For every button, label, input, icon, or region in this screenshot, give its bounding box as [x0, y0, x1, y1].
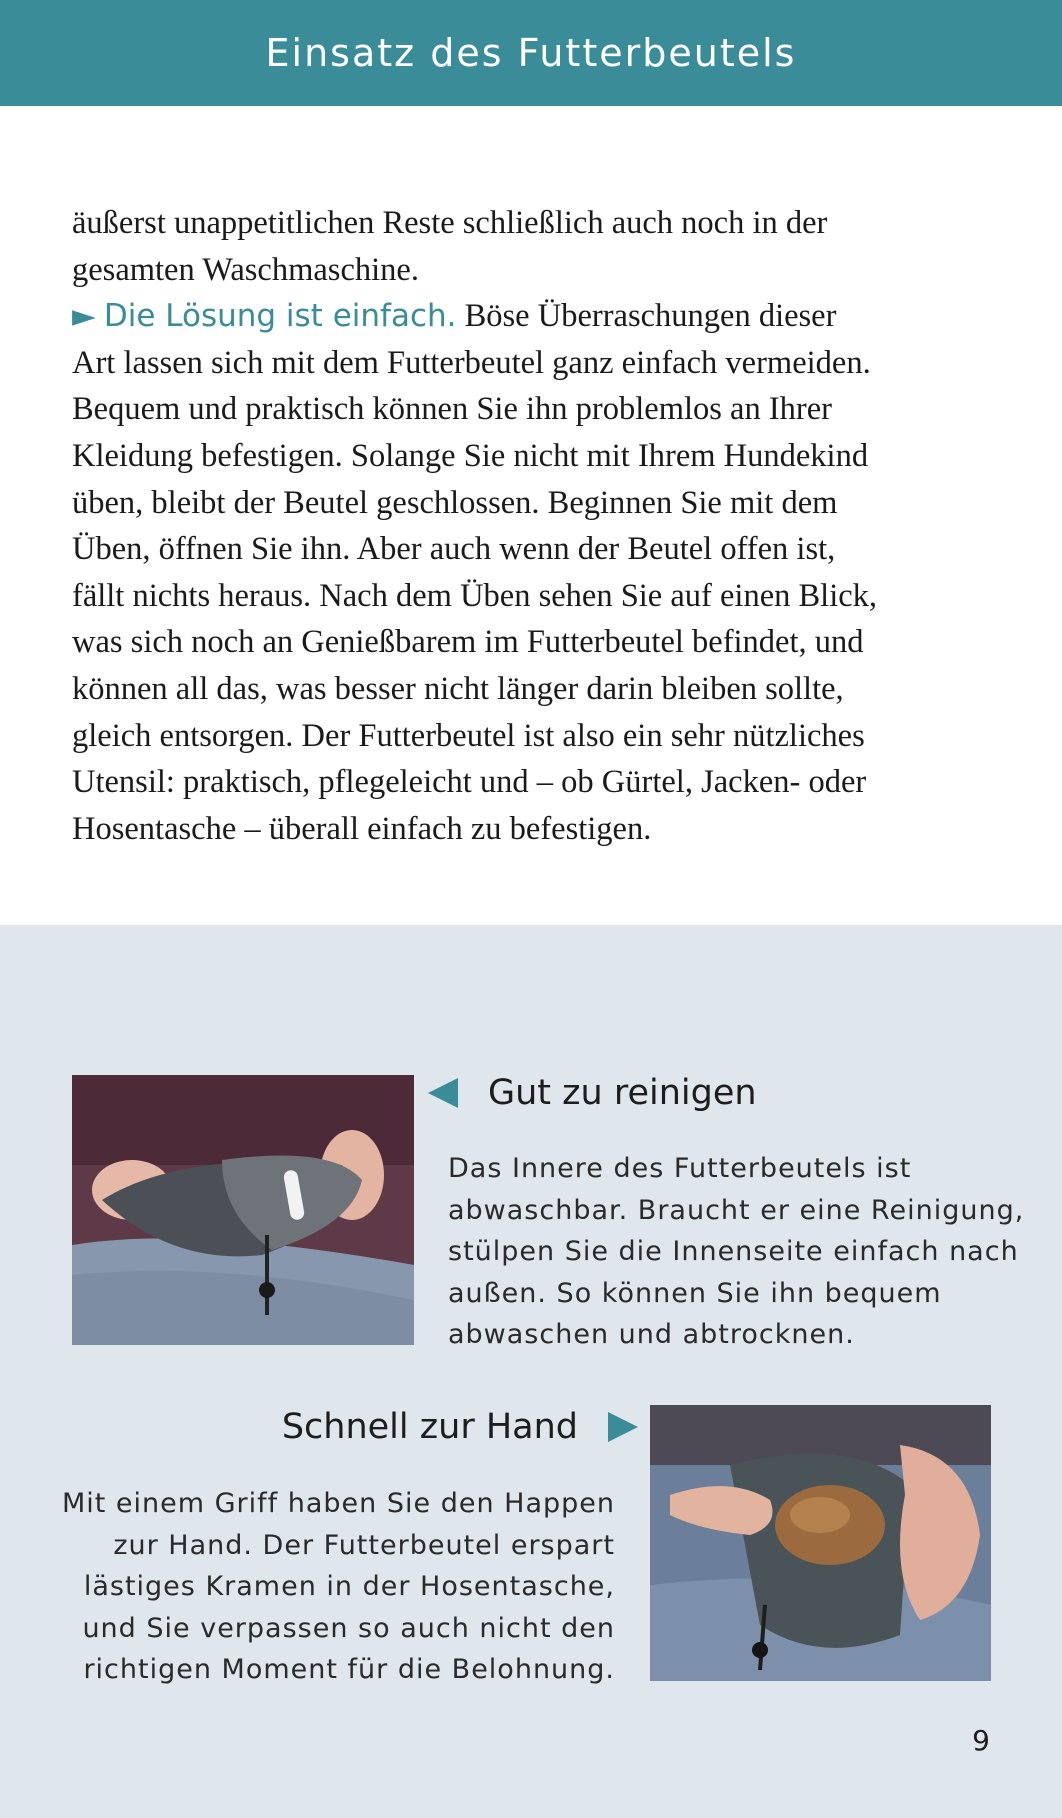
- pouch-treat-photo: [650, 1405, 991, 1681]
- caption-cleaning-title: Gut zu reinigen: [488, 1073, 757, 1113]
- body-line: Bequem und praktisch können Sie ihn problemlos an Ihrer: [72, 391, 832, 428]
- pouch-cleaning-photo: [72, 1075, 414, 1345]
- lead-text: Böse Überraschungen dieser: [456, 298, 837, 335]
- caption-line: Mit einem Griff haben Sie den Happen: [61, 1488, 615, 1519]
- caption-line: lästiges Kramen in der Hosentasche,: [83, 1571, 615, 1602]
- body-line: Hosentasche – überall einfach zu befestigen.: [72, 810, 652, 847]
- arrow-right-icon: ►: [72, 298, 96, 335]
- body-line: gleich entsorgen. Der Futterbeutel ist also ein sehr nützliches: [72, 717, 865, 754]
- chapter-title: Einsatz des Futterbeutels: [265, 31, 797, 75]
- caption-line: richtigen Moment für die Belohnung.: [83, 1654, 615, 1685]
- lead-label: Die Lösung ist einfach.: [103, 298, 457, 335]
- caption-handy-title: Schnell zur Hand: [281, 1407, 578, 1447]
- caption-line: zur Hand. Der Futterbeutel erspart: [113, 1529, 615, 1561]
- body-line: äußerst unappetitlichen Reste schließlich auch noch in der: [72, 205, 828, 241]
- lead-heading: [72, 298, 456, 334]
- body-line: Utensil: praktisch, pflegeleicht und – ob Gürtel, Jacken- oder: [72, 764, 867, 801]
- page-number: 9: [972, 1724, 990, 1757]
- chapter-header-bar: [0, 0, 1062, 106]
- lead-paragraph-start: [72, 293, 1002, 340]
- caption-cleaning-text: [448, 1148, 1025, 1356]
- caption-line: und Sie verpassen so auch nicht den: [82, 1612, 615, 1644]
- body-line: Kleidung befestigen. Solange Sie nicht mit Ihrem Hundekind: [72, 437, 869, 474]
- body-line: üben, bleibt der Beutel geschlossen. Beginnen Sie mit dem: [72, 484, 838, 521]
- body-line: gesamten Waschmaschine.: [72, 251, 419, 288]
- caption-line: Das Innere des Futterbeutels ist: [448, 1153, 912, 1184]
- body-line: fällt nichts heraus. Nach dem Üben sehen Sie auf einen Blick,: [72, 577, 878, 614]
- caption-line: abwaschbar. Braucht er eine Reinigung,: [448, 1194, 1025, 1226]
- body-line: Üben, öffnen Sie ihn. Aber auch wenn der Beutel offen ist,: [72, 531, 836, 568]
- body-text: [72, 200, 1002, 852]
- body-line: Art lassen sich mit dem Futterbeutel ganz einfach vermeiden.: [72, 344, 871, 381]
- body-line: können all das, was besser nicht länger darin bleiben sollte,: [72, 670, 844, 707]
- caption-line: außen. So können Sie ihn bequem: [448, 1277, 942, 1309]
- caption-line: stülpen Sie die Innenseite einfach nach: [448, 1236, 1019, 1267]
- arrow-right-icon: [608, 1412, 638, 1442]
- caption-handy-heading: [282, 1407, 638, 1447]
- caption-cleaning-heading: [428, 1073, 757, 1113]
- arrow-left-icon: [428, 1078, 458, 1108]
- body-line: was sich noch an Genießbarem im Futterbeutel befindet, und: [72, 624, 864, 661]
- caption-line: abwaschen und abtrocknen.: [448, 1319, 855, 1350]
- caption-handy-text: [55, 1483, 615, 1691]
